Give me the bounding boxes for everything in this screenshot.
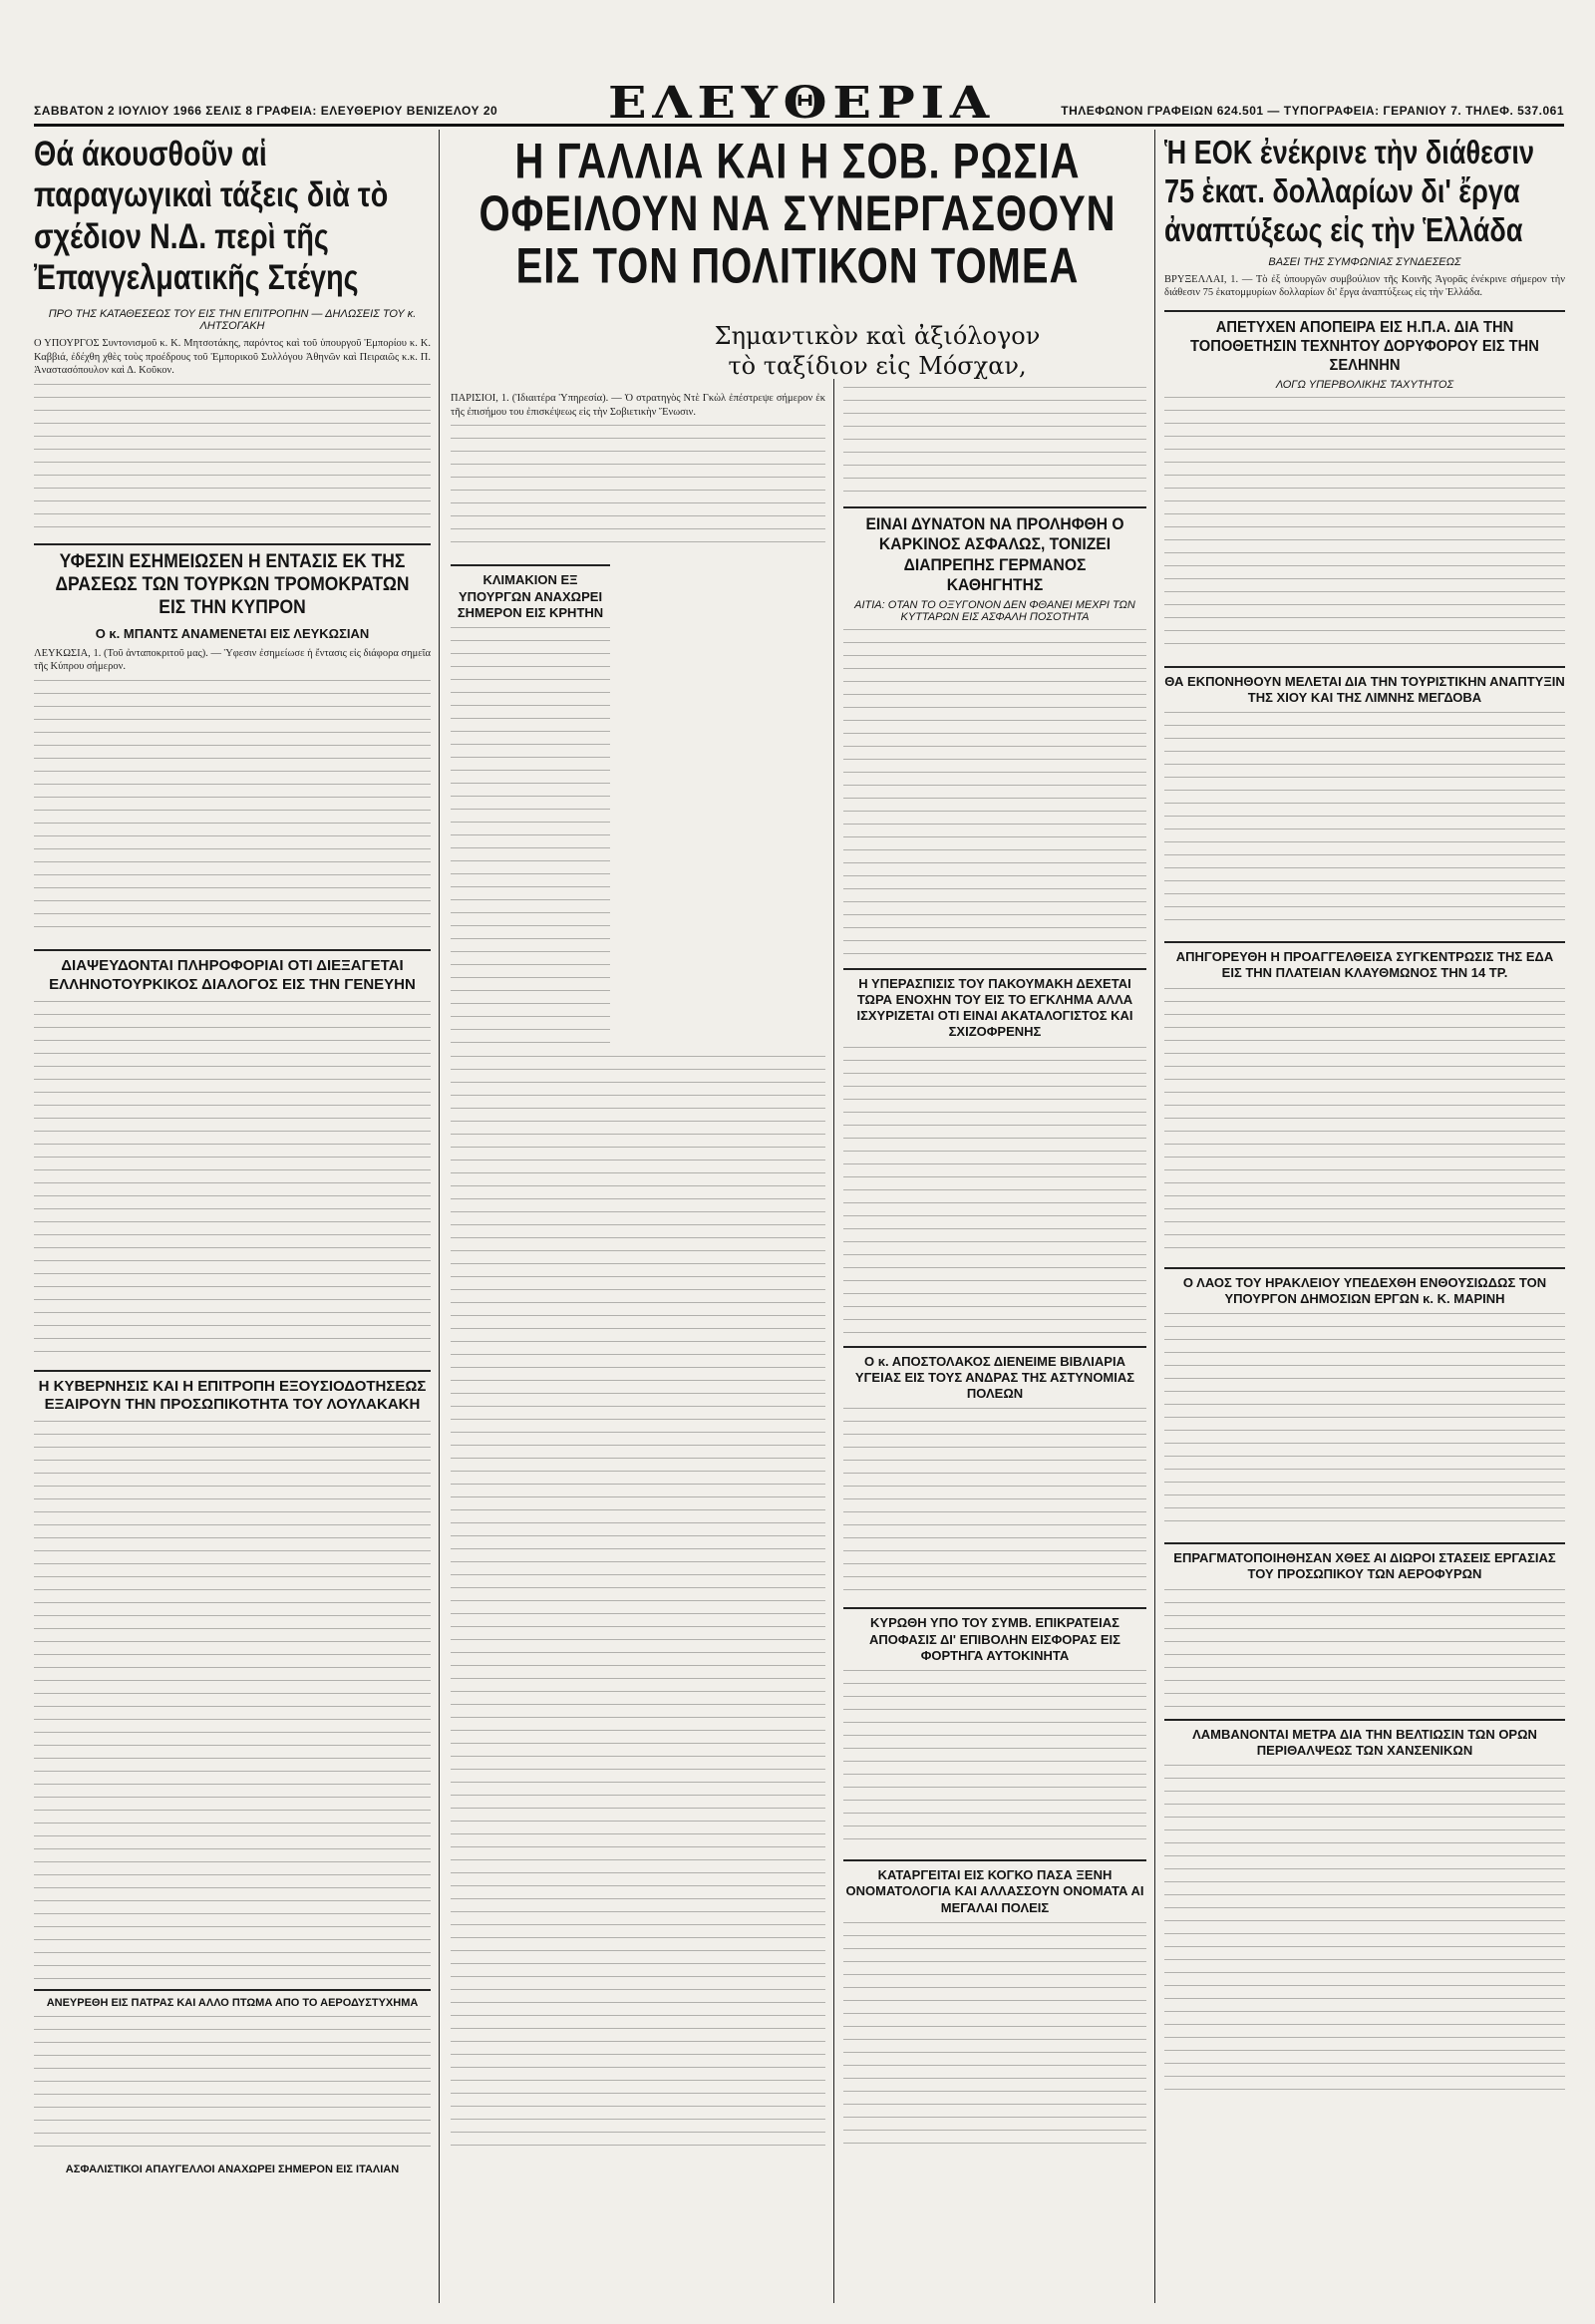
lead-subheadline: ΠΡΟ ΤΗΣ ΚΑΤΑΘΕΣΕΩΣ ΤΟΥ ΕΙΣ ΤΗΝ ΕΠΙΤΡΟΠΗΝ — ΔΗΛΩΣΕΙΣ ΤΟΥ κ. ΛΗΤΣΟΓΑΚΗ	[48, 308, 417, 333]
left-column	[34, 134, 431, 2303]
banner-body: ΠΑΡΙΣΙΟΙ, 1. (Ἰδιαιτέρα Ὑπηρεσία). — Ὁ στρατηγὸς Ντὲ Γκὼλ ἐπέστρεψε σήμερον ἐκ τῆς ἐπισήμου του ἐπισκέψεως εἰς τὴν Σοβιετικὴν Ἕνωσιν.	[451, 393, 825, 418]
article-text-block	[451, 1056, 825, 2153]
column-rule	[439, 130, 440, 2303]
eec-headline: Ἡ ΕΟΚ ἐνέκρινε τὴν διάθεσιν 75 ἑκατ. δολλαρίων δι' ἔργα ἀναπτύξεως εἰς τὴν Ἑλλάδα	[1164, 134, 1535, 248]
moon-headline: ΑΠΕΤΥΧΕΝ ΑΠΟΠΕΙΡΑ ΕΙΣ Η.Π.Α. ΔΙΑ ΤΗΝ ΤΟΠΟΘΕΤΗΣΙΝ ΤΕΧΝΗΤΟΥ ΔΟΡΥΦΟΡΟΥ ΕΙΣ ΤΗΝ ΣΕΛΗΝΗΝ	[1190, 319, 1539, 375]
eec-body: ΒΡΥΞΕΛΛΑΙ, 1. — Τὸ ἐξ ὑπουργῶν συμβούλιον τῆς Κοινῆς Ἀγορᾶς ἐνέκρινε σήμερον τὴν διάθεσιν 75 ἑκατομμυρίων δολλαρίων δι' ἔργα ἀναπτύξεως εἰς τὴν Ἑλλάδα.	[1164, 273, 1565, 299]
banner-headline: Η ΓΑΛΛΙΑ ΚΑΙ Η ΣΟΒ. ΡΩΣΙΑ ΟΦΕΙΛΟΥΝ ΝΑ ΣΥΝΕΡΓΑΣΘΟΥΝ ΕΙΣ ΤΟΝ ΠΟΛΙΤΙΚΟΝ ΤΟΜΕΑ	[478, 134, 1116, 294]
article-hansen	[1164, 1719, 1565, 2095]
article-text-block	[451, 627, 610, 1046]
article-text-block	[1164, 397, 1565, 656]
article-strikes	[1164, 1542, 1565, 1709]
cyprus-headline: ΥΦΕΣΙΝ ΕΣΗΜΕΙΩΣΕΝ Η ΕΝΤΑΣΙΣ ΕΚ ΤΗΣ ΔΡΑΣΕΩΣ ΤΩΝ ΤΟΥΡΚΩΝ ΤΡΟΜΟΚΡΑΤΩΝ ΕΙΣ ΤΗΝ ΚΥΠΡΟΝ	[55, 551, 410, 618]
article-text-block	[843, 387, 1146, 497]
cyprus-subheadline: Ο κ. ΜΠΑΝΤΣ ΑΝΑΜΕΝΕΤΑΙ ΕΙΣ ΛΕΥΚΩΣΙΑΝ	[95, 625, 370, 641]
center-column-b	[843, 387, 1146, 2303]
article-tourism	[1164, 666, 1565, 932]
tourism-headline: ΘΑ ΕΚΠΟΝΗΘΟΥΝ ΜΕΛΕΤΑΙ ΔΙΑ ΤΗΝ ΤΟΥΡΙΣΤΙΚΗΝ ΑΝΑΠΤΥΞΙΝ ΤΗΣ ΧΙΟΥ ΚΑΙ ΤΗΣ ΛΙΜΝΗΣ ΜΕΓΔΟΒΑ	[1164, 673, 1565, 705]
loulakakis-headline: Η ΚΥΒΕΡΝΗΣΙΣ ΚΑΙ Η ΕΠΙΤΡΟΠΗ ΕΞΟΥΣΙΟΔΟΤΗΣΕΩΣ ΕΞΑΙΡΟΥΝ ΤΗΝ ΠΡΟΣΩΠΙΚΟΤΗΤΑ ΤΟΥ ΛΟΥΛΑΚΑΚΗ	[38, 1377, 427, 1414]
article-text-block	[34, 384, 431, 533]
italy-headline: ΑΣΦΑΛΙΣΤΙΚΟΙ ΑΠΑΥΓΕΛΛΟΙ ΑΝΑΧΩΡΕΙ ΣΗΜΕΡΟΝ ΕΙΣ ΙΤΑΛΙΑΝ	[65, 2162, 400, 2175]
article-police	[843, 1346, 1146, 1598]
heraklion-headline: Ο ΛΑΟΣ ΤΟΥ ΗΡΑΚΛΕΙΟΥ ΥΠΕΔΕΧΘΗ ΕΝΘΟΥΣΙΩΔΩΣ ΤΟΝ ΥΠΟΥΡΓΟΝ ΔΗΜΟΣΙΩΝ ΕΡΓΩΝ κ. Κ. ΜΑΡΙΝΗ	[1182, 1274, 1547, 1306]
article-cyprus	[34, 543, 431, 939]
article-text-block	[1164, 1765, 1565, 2094]
eec-subheadline: ΒΑΣΕΙ ΤΗΣ ΣΥΜΦΩΝΙΑΣ ΣΥΝΔΕΣΕΩΣ	[1268, 255, 1461, 268]
court-headline: ΚΥΡΩΘΗ ΥΠΟ ΤΟΥ ΣΥΜΒ. ΕΠΙΚΡΑΤΕΙΑΣ ΑΠΟΦΑΣΙΣ ΔΙ' ΕΠΙΒΟΛΗΝ ΕΙΣΦΟΡΑΣ ΕΙΣ ΦΟΡΤΗΓΑ ΑΥΤΟΚΙΝΗΤΑ	[869, 1615, 1120, 1663]
crete-headline: ΚΛΙΜΑΚΙΟΝ ΕΞ ΥΠΟΥΡΓΩΝ ΑΝΑΧΩΡΕΙ ΣΗΜΕΡΟΝ ΕΙΣ ΚΡΗΤΗΝ	[457, 572, 604, 620]
pakoumakis-headline: Η ΥΠΕΡΑΣΠΙΣΙΣ ΤΟΥ ΠΑΚΟΥΜΑΚΗ ΔΕΧΕΤΑΙ ΤΩΡΑ ΕΝΟΧΗΝ ΤΟΥ ΕΙΣ ΤΟ ΕΓΚΛΗΜΑ ΑΛΛΑ ΙΣΧΥΡΙΖΕΤΑΙ ΟΤΙ ΕΙΝΑΙ ΑΚΑΤΑΛΟΓΙΣΤΟΣ ΚΑΙ ΣΧΙΖΟΦΡΕΝΗΣ	[856, 975, 1133, 1040]
article-dialogue	[34, 949, 431, 1360]
bottom-briefs	[34, 1989, 431, 2177]
masthead-date: ΣΑΒΒΑΤΟΝ 2 ΙΟΥΛΙΟΥ 1966 ΣΕΛΙΣ 8 ΓΡΑΦΕΙΑ: ΕΛΕΥΘΕΡΙΟΥ ΒΕΝΙΖΕΛΟΥ 20	[34, 104, 498, 118]
column-rule	[1154, 130, 1155, 2303]
cancer-headline: ΕΙΝΑΙ ΔΥΝΑΤΟΝ ΝΑ ΠΡΟΛΗΦΘΗ Ο ΚΑΡΚΙΝΟΣ ΑΣΦΑΛΩΣ, ΤΟΝΙΖΕΙ ΔΙΑΠΡΕΠΗΣ ΓΕΡΜΑΝΟΣ ΚΑΘΗΓΗΤΗΣ	[865, 514, 1124, 595]
banner-subheadline: Σημαντικὸν καὶ ἀξιόλογον τὸ ταξίδιον εἰς Μόσχαν,	[714, 322, 1041, 380]
right-column	[1164, 134, 1565, 2303]
police-headline: Ο κ. ΑΠΟΣΤΟΛΑΚΟΣ ΔΙΕΝΕΙΜΕ ΒΙΒΛΙΑΡΙΑ ΥΓΕΙΑΣ ΕΙΣ ΤΟΥΣ ΑΝΔΡΑΣ ΤΗΣ ΑΣΤΥΝΟΜΙΑΣ ΠΟΛΕΩΝ	[854, 1353, 1135, 1402]
lead-body: Ο ΥΠΟΥΡΓΟΣ Συντονισμοῦ κ. Κ. Μητσοτάκης, παρόντος καὶ τοῦ ὑπουργοῦ Ἐμπορίου κ. Κ. Καββιά, ἐδέχθη χθὲς τοὺς προέδρους τοῦ Ἐμπορικοῦ Συλλόγου Ἀθηνῶν καὶ Πειραιῶς κ.κ. Π. Ἀναστασόπουλον καὶ Δ. Κοῦκον.	[34, 338, 431, 377]
article-congo	[843, 1859, 1146, 2152]
article-text-block	[843, 1922, 1146, 2152]
article-pakoumakis	[843, 968, 1146, 1336]
masthead	[34, 78, 1564, 129]
center-column-a	[451, 387, 825, 2303]
article-text-block	[34, 1421, 431, 1979]
article-eda	[1164, 941, 1565, 1257]
article-moon	[1164, 310, 1565, 656]
article-text-block	[843, 1408, 1146, 1597]
article-text-block	[843, 1670, 1146, 1849]
article-loulakakis	[34, 1370, 431, 1980]
column-rule	[833, 379, 834, 2303]
patras-headline: ΑΝΕΥΡΕΘΗ ΕΙΣ ΠΑΤΡΑΣ ΚΑΙ ΑΛΛΟ ΠΤΩΜΑ ΑΠΟ ΤΟ ΑΕΡΟΔΥΣΤΥΧΗΜΑ	[46, 1997, 419, 2010]
banner-article	[451, 132, 1144, 381]
moon-subheadline: ΛΟΓΩ ΥΠΕΡΒΟΛΙΚΗΣ ΤΑΧΥΤΗΤΟΣ	[1275, 378, 1454, 391]
article-cancer	[843, 506, 1146, 958]
article-text-block	[1164, 1313, 1565, 1532]
congo-headline: ΚΑΤΑΡΓΕΙΤΑΙ ΕΙΣ ΚΟΓΚΟ ΠΑΣΑ ΞΕΝΗ ΟΝΟΜΑΤΟΛΟΓΙΑ ΚΑΙ ΑΛΛΑΣΣΟΥΝ ΟΝΟΜΑΤΑ ΑΙ ΜΕΓΑΛΑΙ ΠΟΛΕΙΣ	[845, 1867, 1144, 1915]
dialogue-headline: ΔΙΑΨΕΥΔΟΝΤΑΙ ΠΛΗΡΟΦΟΡΙΑΙ ΟΤΙ ΔΙΕΞΑΓΕΤΑΙ ΕΛΛΗΝΟΤΟΥΡΚΙΚΟΣ ΔΙΑΛΟΓΟΣ ΕΙΣ ΤΗΝ ΓΕΝΕΥΗΝ	[49, 957, 416, 993]
cyprus-body: ΛΕΥΚΩΣΙΑ, 1. (Τοῦ ἀνταποκριτοῦ μας). — Ὑφεσιν ἐσημείωσε ἡ ἔντασις εἰς διάφορα σημεῖα τῆς Κύπρου σήμερον.	[34, 647, 431, 673]
article-text-block	[451, 425, 825, 554]
article-text-block	[843, 1047, 1146, 1336]
masthead-title: ΕΛΕΥΘΕΡΙΑ	[608, 78, 995, 129]
article-court	[843, 1607, 1146, 1849]
cancer-subheadline: ΑΙΤΙΑ: ΟΤΑΝ ΤΟ ΟΞΥΓΟΝΟΝ ΔΕΝ ΦΘΑΝΕΙ ΜΕΧΡΙ ΤΩΝ ΚΥΤΤΑΡΩΝ ΕΙΣ ΑΣΦΑΛΗ ΠΟΣΟΤΗΤΑ	[854, 598, 1135, 623]
article-heraklion	[1164, 1267, 1565, 1533]
masthead-contact: ΤΗΛΕΦΩΝΟΝ ΓΡΑΦΕΙΩΝ 624.501 — ΤΥΠΟΓΡΑΦΕΙΑ: ΓΕΡΑΝΙΟΥ 7. ΤΗΛΕΦ. 537.061	[1061, 104, 1564, 118]
article-text-block	[34, 1001, 431, 1360]
eda-headline: ΑΠΗΓΟΡΕΥΘΗ Η ΠΡΟΑΓΓΕΛΘΕΙΣΑ ΣΥΓΚΕΝΤΡΩΣΙΣ ΤΗΣ ΕΔΑ ΕΙΣ ΤΗΝ ΠΛΑΤΕΙΑΝ ΚΛΑΥΘΜΩΝΟΣ ΤΗΝ 14 ΤΡ.	[1175, 949, 1554, 981]
article-text-block	[34, 2016, 431, 2156]
strikes-headline: ΕΠΡΑΓΜΑΤΟΠΟΙΗΘΗΣΑΝ ΧΘΕΣ ΑΙ ΔΙΩΡΟΙ ΣΤΑΣΕΙΣ ΕΡΓΑΣΙΑΣ ΤΟΥ ΠΡΟΣΩΠΙΚΟΥ ΤΩΝ ΑΕΡΟΦΥΡΩΝ	[1173, 1550, 1556, 1582]
article-text-block	[34, 680, 431, 939]
lead-headline: Θά άκουσθοῦν αἱ παραγωγικαὶ τάξεις διὰ τὸ σχέδιον Ν.Δ. περὶ τῆς Ἐπαγγελματικῆς Στέγης	[34, 135, 389, 297]
article-text-block	[1164, 1589, 1565, 1709]
article-text-block	[1164, 988, 1565, 1257]
article-text-block	[843, 629, 1146, 958]
article-text-block	[1164, 712, 1565, 931]
hansen-headline: ΛΑΜΒΑΝΟΝΤΑΙ ΜΕΤΡΑ ΔΙΑ ΤΗΝ ΒΕΛΤΙΩΣΙΝ ΤΩΝ ΟΡΩΝ ΠΕΡΙΘΑΛΨΕΩΣ ΤΩΝ ΧΑΝΣΕΝΙΚΩΝ	[1192, 1726, 1537, 1758]
article-crete	[451, 564, 610, 1046]
